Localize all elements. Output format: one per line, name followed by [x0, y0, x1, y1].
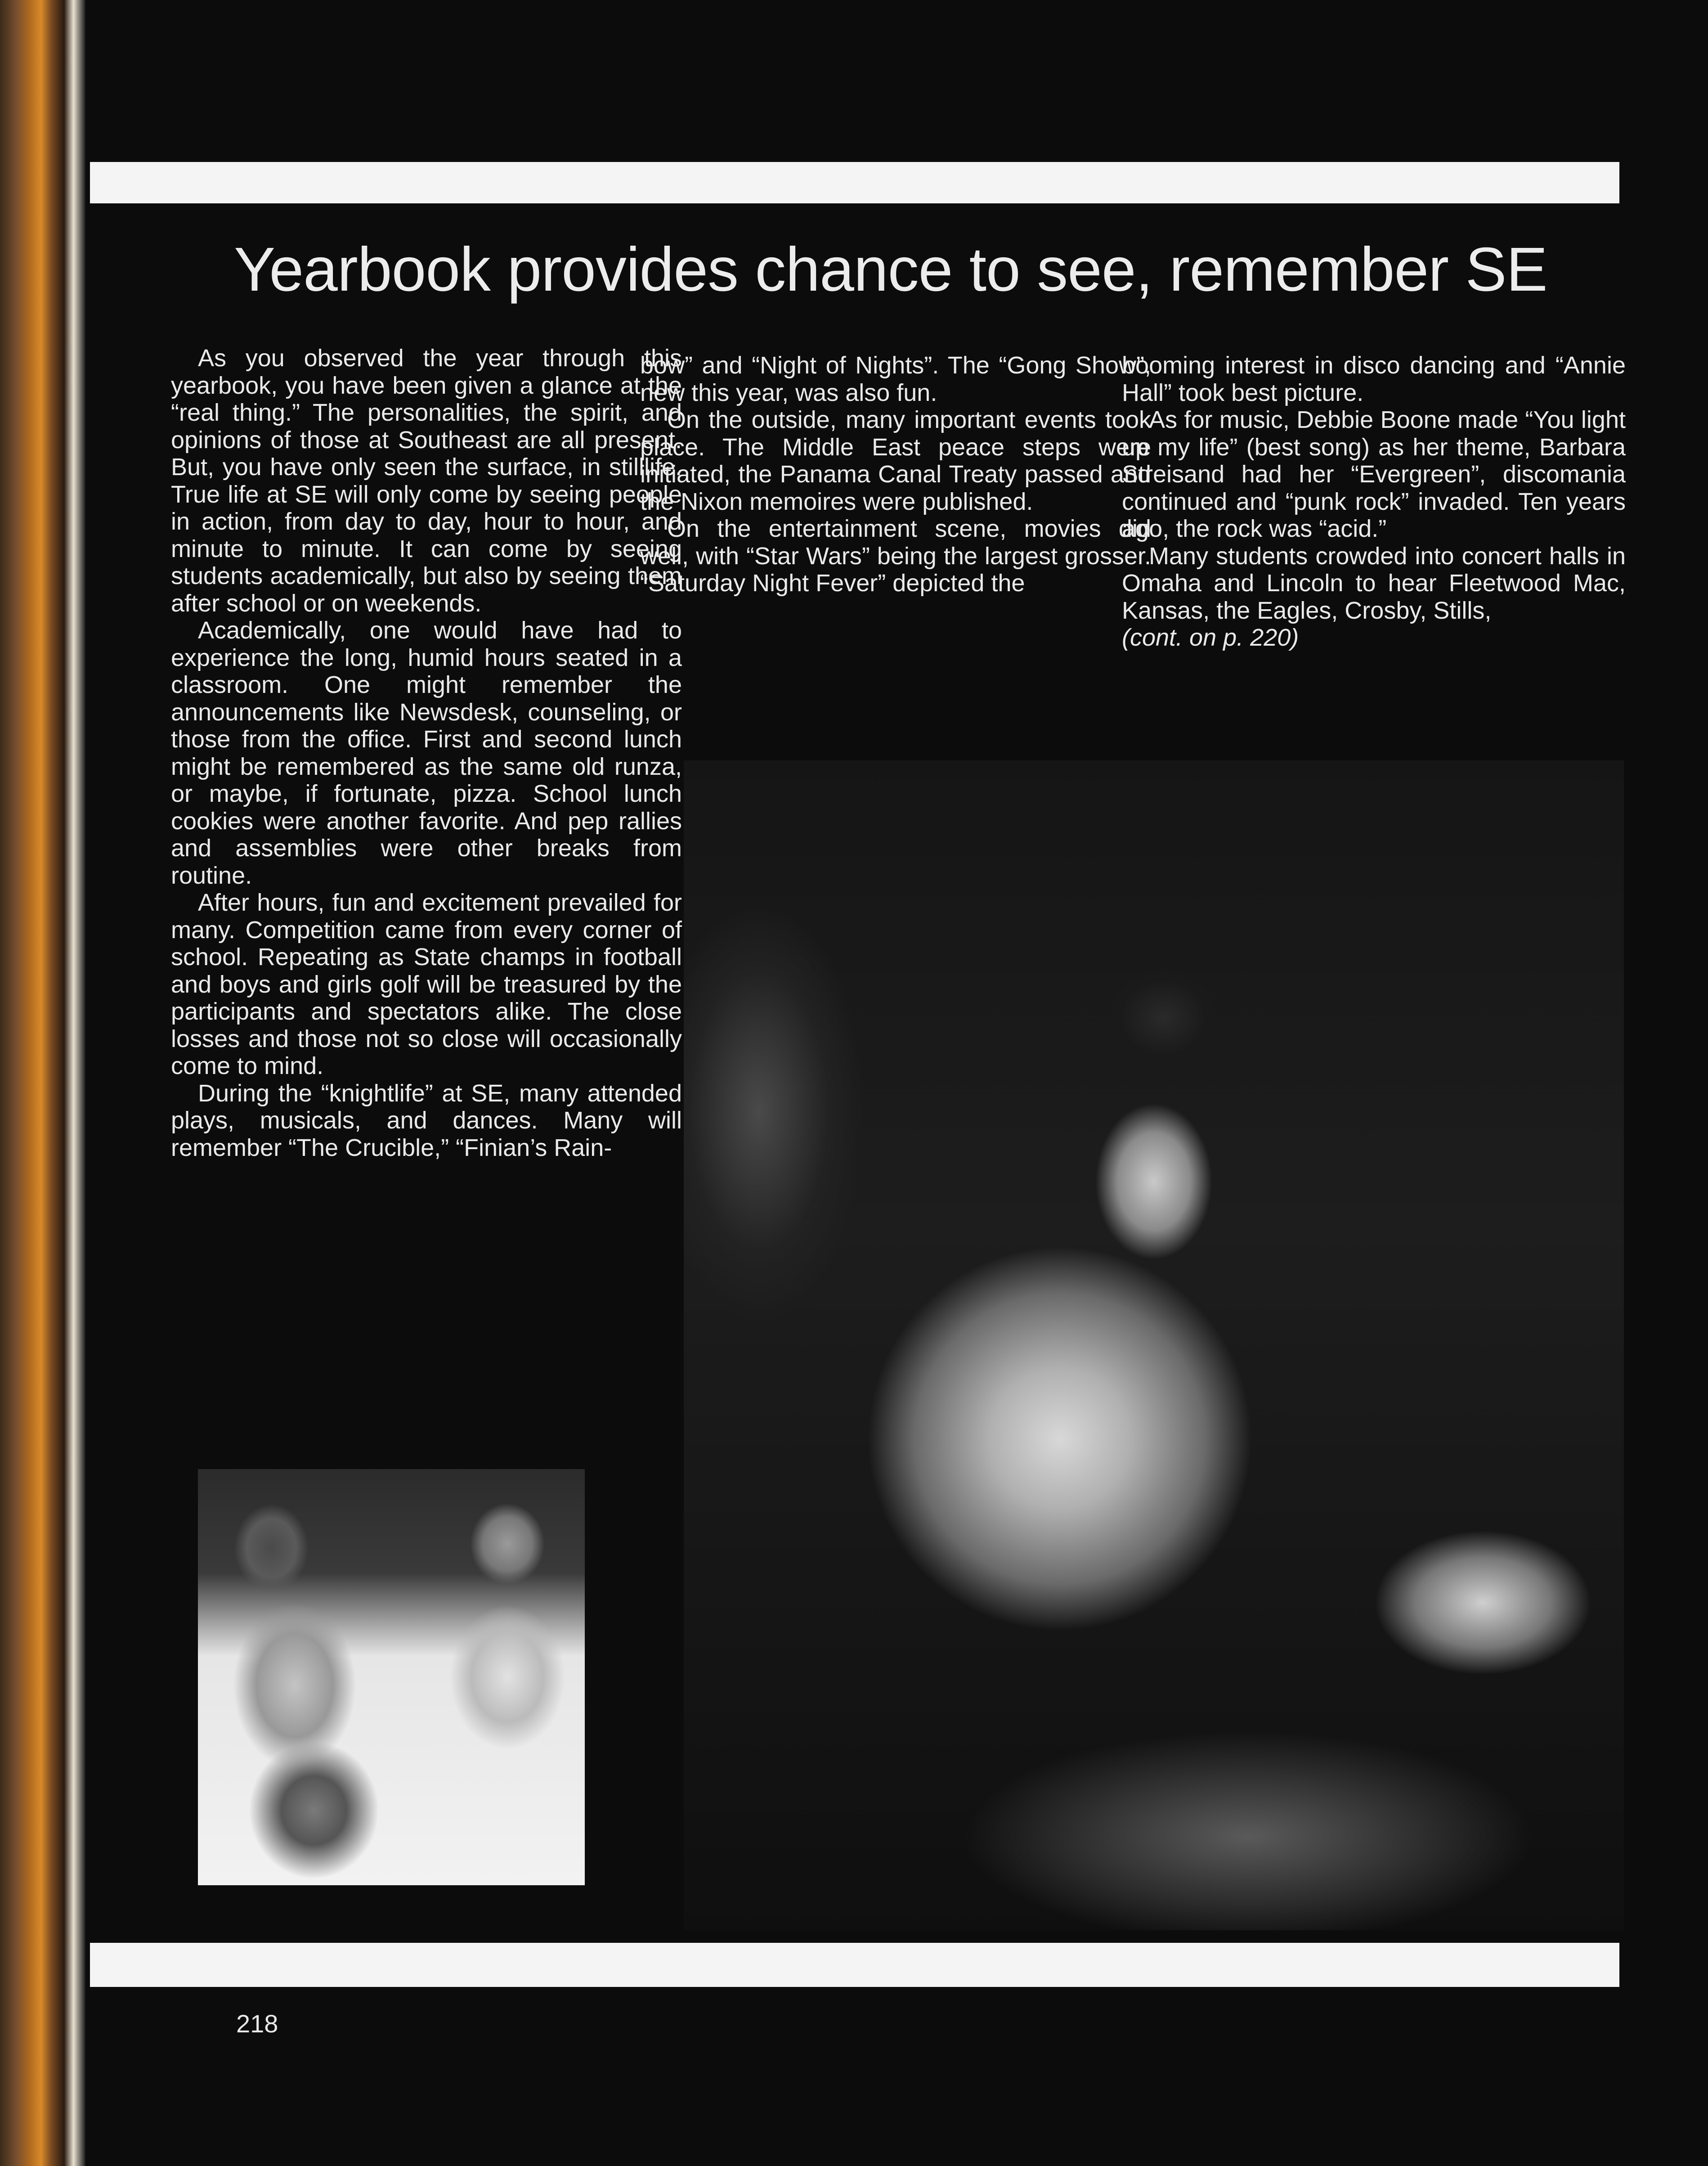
students-studying-photo [198, 1469, 585, 1885]
paragraph: During the “knightlife” at SE, many attended plays, musicals, and dances. Many will remember “The Crucible,” “Finian’s Rain- [171, 1079, 682, 1161]
book-spine [0, 0, 85, 2166]
paragraph: booming interest in disco dancing and “Annie Hall” took best picture. [1122, 352, 1626, 406]
paragraph: On the entertainment scene, movies did well, with “Star Wars” being the largest grosser. “Saturday Night Fever” depicted the [640, 515, 1151, 597]
paragraph: bow” and “Night of Nights”. The “Gong Show”, new this year, was also fun. [640, 352, 1151, 406]
bottom-white-band [90, 1943, 1619, 1987]
paragraph: On the outside, many important events took place. The Middle East peace steps were initiated, the Panama Canal Treaty passed and the Nixon memoires were published. [640, 406, 1151, 515]
top-white-band [90, 162, 1619, 203]
paragraph: As you observed the year through this yearbook, you have been given a glance at the “real thing.” The personalities, the spirit, and opinions of those at Southeast are all present. But, you have only seen the surface, in stilllife. True life at SE will only come by seeing people in action, from day to day, hour to hour, and minute to minute. It can come by seeing students academically, but also by seeing them after school or on weekends. [171, 345, 682, 617]
text-column-3 [1122, 352, 1626, 652]
continued-note: (cont. on p. 220) [1122, 624, 1299, 651]
page-number: 218 [236, 2009, 278, 2038]
paragraph: As for music, Debbie Boone made “You light up my life” (best song) as her theme, Barbara Streisand had her “Evergreen”, discomania continued and “punk rock” invaded. Ten years ago, the rock was “acid.” [1122, 406, 1626, 542]
page-headline: Yearbook provides chance to see, remember SE [234, 235, 1547, 304]
text-column-1 [171, 345, 682, 1161]
paragraph: Academically, one would have had to experience the long, humid hours seated in a classroom. One might remember the announcements like Newsdesk, counseling, or those from the office. First and second lunch might be remembered as the same old runza, or maybe, if fortunate, pizza. School lunch cookies were another favorite. And pep rallies and assemblies were other breaks from routine. [171, 617, 682, 889]
paragraph: Many students crowded into concert halls in Omaha and Lincoln to hear Fleetwood Mac, Kansas, the Eagles, Crosby, Stills, [1122, 542, 1626, 624]
paragraph: After hours, fun and excitement prevailed for many. Competition came from every corner of school. Repeating as State champs in football and boys and girls golf will be treasured by the participants and spectators alike. The close losses and those not so close will occasionally come to mind. [171, 889, 682, 1079]
text-column-2 [640, 352, 1151, 597]
drummer-photo [684, 760, 1624, 1930]
